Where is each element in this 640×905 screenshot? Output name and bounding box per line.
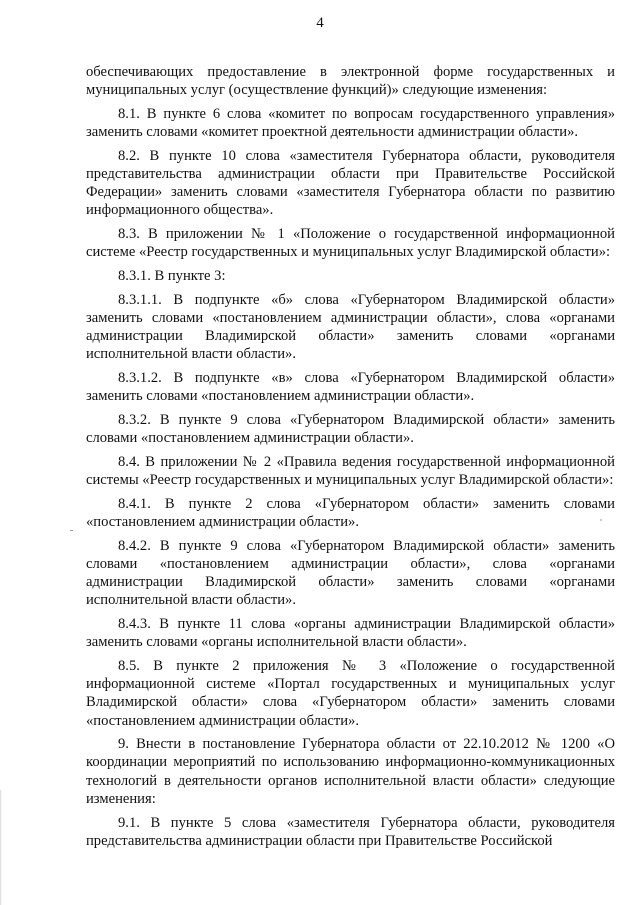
paragraph-8-3-1: 8.3.1. В пункте 3: [118,268,226,285]
paragraph-8-1: 8.1. В пункте 6 слова «комитет по вопросам государственного управления» заменить словами «комитет проектной деятельности администрации области». [86,105,615,141]
paragraph-8-4-1: 8.4.1. В пункте 2 слова «Губернатором области» заменить словами «постановлением администрации области». [86,495,615,530]
paragraph-8-5: 8.5. В пункте 2 приложения № 3 «Положение о государственной информационной системе «Портал государственных и муниципальных услуг Владимирской области» слова «Губернатором области» заменить словами «постановлением администрации области». [86,657,615,729]
scan-edge-shadow [0,790,2,905]
page-number: 4 [316,15,324,31]
scan-artifact-dot [600,519,602,521]
paragraph-8-2: 8.2. В пункте 10 слова «заместителя Губернатора области, руководителя представительства администрации области при Правительстве Российской Федерации» заменить словами «заместителя Губернатора области по развитию информационного общества». [86,147,615,219]
paragraph-8-3-1-2: 8.3.1.2. В подпункте «в» слова «Губернатором Владимирской области» заменить словами «постановлением администрации области». [86,370,615,405]
paragraph-8-3-2: 8.3.2. В пункте 9 слова «Губернатором Владимирской области» заменить словами «постановлением администрации области». [86,411,615,447]
paragraph-8-4-3: 8.4.3. В пункте 11 слова «органы администрации Владимирской области» заменить словами «органы исполнительной власти области». [86,615,615,651]
paragraph-9-1: 9.1. В пункте 5 слова «заместителя Губернатора области, руководителя представительства администрации области при Правительстве Российской [86,814,615,849]
paragraph-9: 9. Внести в постановление Губернатора области от 22.10.2012 № 1200 «О координации мероприятий по использованию информационно-коммуникационных технологий в деятельности органов исполнительной власти области» следующие изменения: [86,736,615,807]
paragraph-8-3-1-1: 8.3.1.1. В подпункте «б» слова «Губернатором Владимирской области» заменить словами «постановлением администрации области», слова «органами администрации Владимирской области» заменить словами «органами исполнительной власти области». [86,291,615,363]
scan-artifact-mark [70,530,73,531]
paragraph-8-4-2: 8.4.2. В пункте 9 слова «Губернатором Владимирской области» заменить словами «постановлением администрации области», слова «органами администрации Владимирской области» заменить словами «органами исполнительной власти области». [86,537,615,609]
paragraph-intro: обеспечивающих предоставление в электронной форме государственных и муниципальных услуг (осуществление функций)» следующие изменения: [86,64,615,99]
document-body [86,63,615,850]
paragraph-8-3: 8.3. В приложении № 1 «Положение о государственной информационной системе «Реестр государственных и муниципальных услуг Владимирской области»: [86,226,615,261]
paragraph-8-4: 8.4. В приложении № 2 «Правила ведения государственной информационной системы «Реестр государственных и муниципальных услуг Владимирской области»: [86,453,615,489]
